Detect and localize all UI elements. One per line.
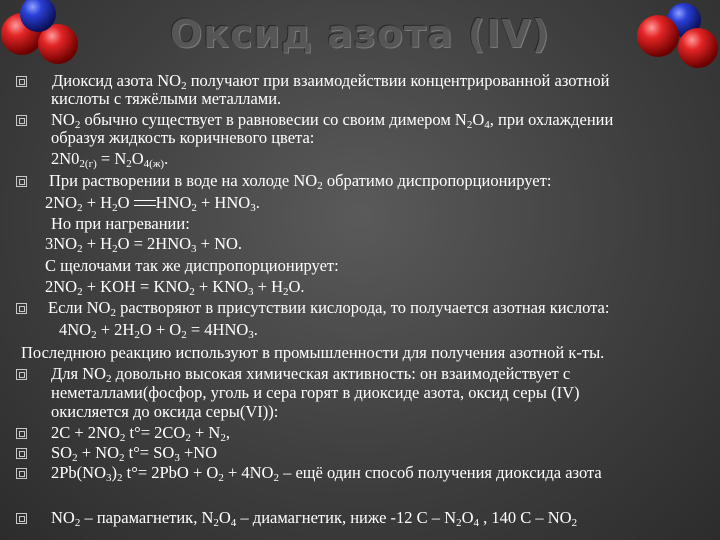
no2-molecule-right-icon (630, 0, 720, 72)
subscript: 2 (317, 180, 323, 192)
slide-text-line (45, 193, 260, 213)
square-bullet-icon (16, 176, 27, 187)
equilibrium-arrow-icon (134, 199, 156, 209)
slide-text-line (51, 364, 570, 384)
subscript: 2 (189, 286, 195, 298)
text-run: NO (51, 110, 75, 129)
text-run: – диамагнетик, ниже -12 С – N (236, 508, 457, 527)
text-run: окисляется до оксида серы(VI)): (51, 402, 279, 421)
slide-text-line (51, 214, 190, 234)
text-run: O (472, 110, 485, 129)
subscript: 2 (134, 329, 140, 341)
text-run: +NO (179, 443, 218, 462)
text-run: образуя жидкость коричневого цвета: (51, 128, 315, 147)
text-run: – ещё один способ получения диоксида азота (278, 463, 602, 482)
text-run: + KNO (194, 277, 249, 296)
subscript: 2 (72, 452, 78, 464)
slide-text-line (51, 463, 602, 483)
text-run: 2C + 2NO (51, 423, 120, 442)
subscript: 3 (248, 329, 254, 341)
subscript: 2 (112, 243, 118, 255)
text-run: t°= 2PbO + O (122, 463, 219, 482)
square-bullet-icon (16, 115, 27, 126)
slide-text-line (51, 423, 230, 443)
text-run: неметаллами(фосфор, уголь и сера горят в диоксиде азота, оксид серы (IV) (51, 383, 580, 402)
text-run: 2NO (45, 193, 78, 212)
square-bullet-icon (16, 513, 27, 524)
subscript: 2 (91, 329, 97, 341)
subscript: 4 (230, 517, 237, 529)
subscript: 2 (118, 452, 125, 464)
text-run: O (117, 193, 134, 212)
text-run: = N (96, 149, 127, 168)
subscript: 2 (181, 329, 187, 341)
subscript: 2 (220, 432, 226, 444)
subscript: 2 (77, 243, 83, 255)
square-bullet-icon (16, 369, 27, 380)
text-run: O (131, 149, 144, 168)
text-run: 2N0 (51, 149, 80, 168)
square-bullet-icon (16, 76, 27, 87)
subscript: 4 (473, 517, 479, 529)
text-run: 3NO (45, 234, 78, 253)
subscript: 2 (213, 517, 219, 529)
slide-text-line (51, 402, 278, 422)
text-run: Для NO (51, 364, 107, 383)
subscript: 2 (283, 286, 289, 298)
text-run: + N (190, 423, 221, 442)
text-run: , при охлаждении (489, 110, 614, 129)
slide-text-line (51, 110, 613, 130)
subscript: 2 (119, 432, 126, 444)
text-run: . (255, 193, 260, 212)
square-bullet-icon (16, 428, 27, 439)
text-run: Если NO (48, 298, 111, 317)
subscript: 3 (250, 202, 256, 214)
text-run: + HNO (196, 193, 251, 212)
text-run: + NO (77, 443, 119, 462)
subscript: 2 (218, 472, 224, 484)
slide-text-line (49, 171, 551, 191)
text-run: t°= SO (124, 443, 175, 462)
subscript: 2 (191, 202, 197, 214)
subscript: 2 (571, 517, 578, 529)
subscript: 3 (248, 286, 254, 298)
text-run: O. (288, 277, 305, 296)
slide-text-line (51, 89, 281, 109)
text-run: , 140 С – NO (478, 508, 572, 527)
slide-text-line (45, 234, 242, 254)
subscript: 2 (77, 202, 83, 214)
subscript: 2 (110, 307, 116, 319)
text-run: O (461, 508, 474, 527)
subscript: 2 (77, 286, 83, 298)
subscript: 2 (466, 119, 473, 131)
text-run: 2Pb(NO (51, 463, 107, 482)
text-run: довольно высокая химическая активность: он взаимодействует с (111, 364, 571, 383)
text-run: 2NO (45, 277, 78, 296)
no2-molecule-left-icon (0, 0, 80, 65)
slide-text-line (51, 443, 217, 463)
text-run: = 4HNO (186, 320, 249, 339)
slide-text-line (48, 298, 609, 318)
subscript: 2 (112, 202, 118, 214)
slide-text-line (51, 128, 314, 148)
text-run: + 2H (96, 320, 135, 339)
subscript: 3 (174, 452, 180, 464)
subscript: 2 (126, 158, 132, 170)
text-run: , (225, 423, 230, 442)
text-run: t°= 2CO (125, 423, 186, 442)
subscript: 4(ж) (143, 158, 165, 170)
subscript: 2 (181, 80, 187, 92)
text-run: + KOH = KNO (82, 277, 190, 296)
text-run: SO (51, 443, 73, 462)
text-run: . (253, 320, 258, 339)
slide-text-line (45, 277, 305, 297)
subscript: 4 (484, 119, 490, 131)
text-run: растворяют в присутствии кислорода, то получается азотная кислота: (115, 298, 610, 317)
slide-text-line (59, 320, 258, 340)
text-run: Последнюю реакцию используют в промышленности для получения азотной к-ты. (21, 343, 605, 362)
subscript: 2 (117, 472, 123, 484)
text-run: С щелочами так же диспропорционирует: (45, 256, 339, 275)
subscript: 3 (106, 472, 112, 484)
text-run: NO (51, 508, 75, 527)
text-run: ) (111, 463, 118, 482)
slide-text-line (51, 149, 168, 169)
square-bullet-icon (16, 448, 27, 459)
text-run: + H (82, 234, 113, 253)
text-run: кислоты с тяжёлыми металлами. (51, 89, 282, 108)
text-run: + NO. (196, 234, 243, 253)
text-run: обычно существует в равновесии со своим димером N (80, 110, 467, 129)
subscript: 2 (273, 472, 279, 484)
slide-text-line (45, 256, 339, 276)
text-run: + H (82, 193, 113, 212)
subscript: 2 (74, 119, 81, 131)
text-run: Диоксид азота NO (52, 71, 182, 90)
text-run: O = 2HNO (117, 234, 192, 253)
text-run: При растворении в воде на холоде NO (49, 171, 318, 190)
slide-text-line (21, 343, 604, 363)
slide-text-line (52, 71, 609, 91)
subscript: 2(г) (79, 158, 97, 170)
slide-title: Оксид азота (IV) (169, 12, 551, 56)
text-run: + 4NO (223, 463, 274, 482)
text-run: Но при нагревании: (51, 214, 190, 233)
text-run: . (164, 149, 169, 168)
text-run: HNO (155, 193, 192, 212)
text-run: 4NO (59, 320, 92, 339)
slide-text-line (51, 508, 577, 528)
subscript: 3 (191, 243, 197, 255)
square-bullet-icon (16, 303, 27, 314)
subscript: 2 (74, 517, 81, 529)
square-bullet-icon (16, 468, 27, 479)
text-run: + H (253, 277, 283, 296)
text-run: O + O (139, 320, 182, 339)
text-run: обратимо диспропорционирует: (322, 171, 552, 190)
text-run: – парамагнетик, N (80, 508, 214, 527)
subscript: 2 (106, 373, 112, 385)
slide-text-line (51, 383, 579, 403)
text-run: O (218, 508, 231, 527)
subscript: 2 (456, 517, 462, 529)
text-run: получают при взаимодействии концентрированной азотной (186, 71, 610, 90)
subscript: 2 (185, 432, 191, 444)
